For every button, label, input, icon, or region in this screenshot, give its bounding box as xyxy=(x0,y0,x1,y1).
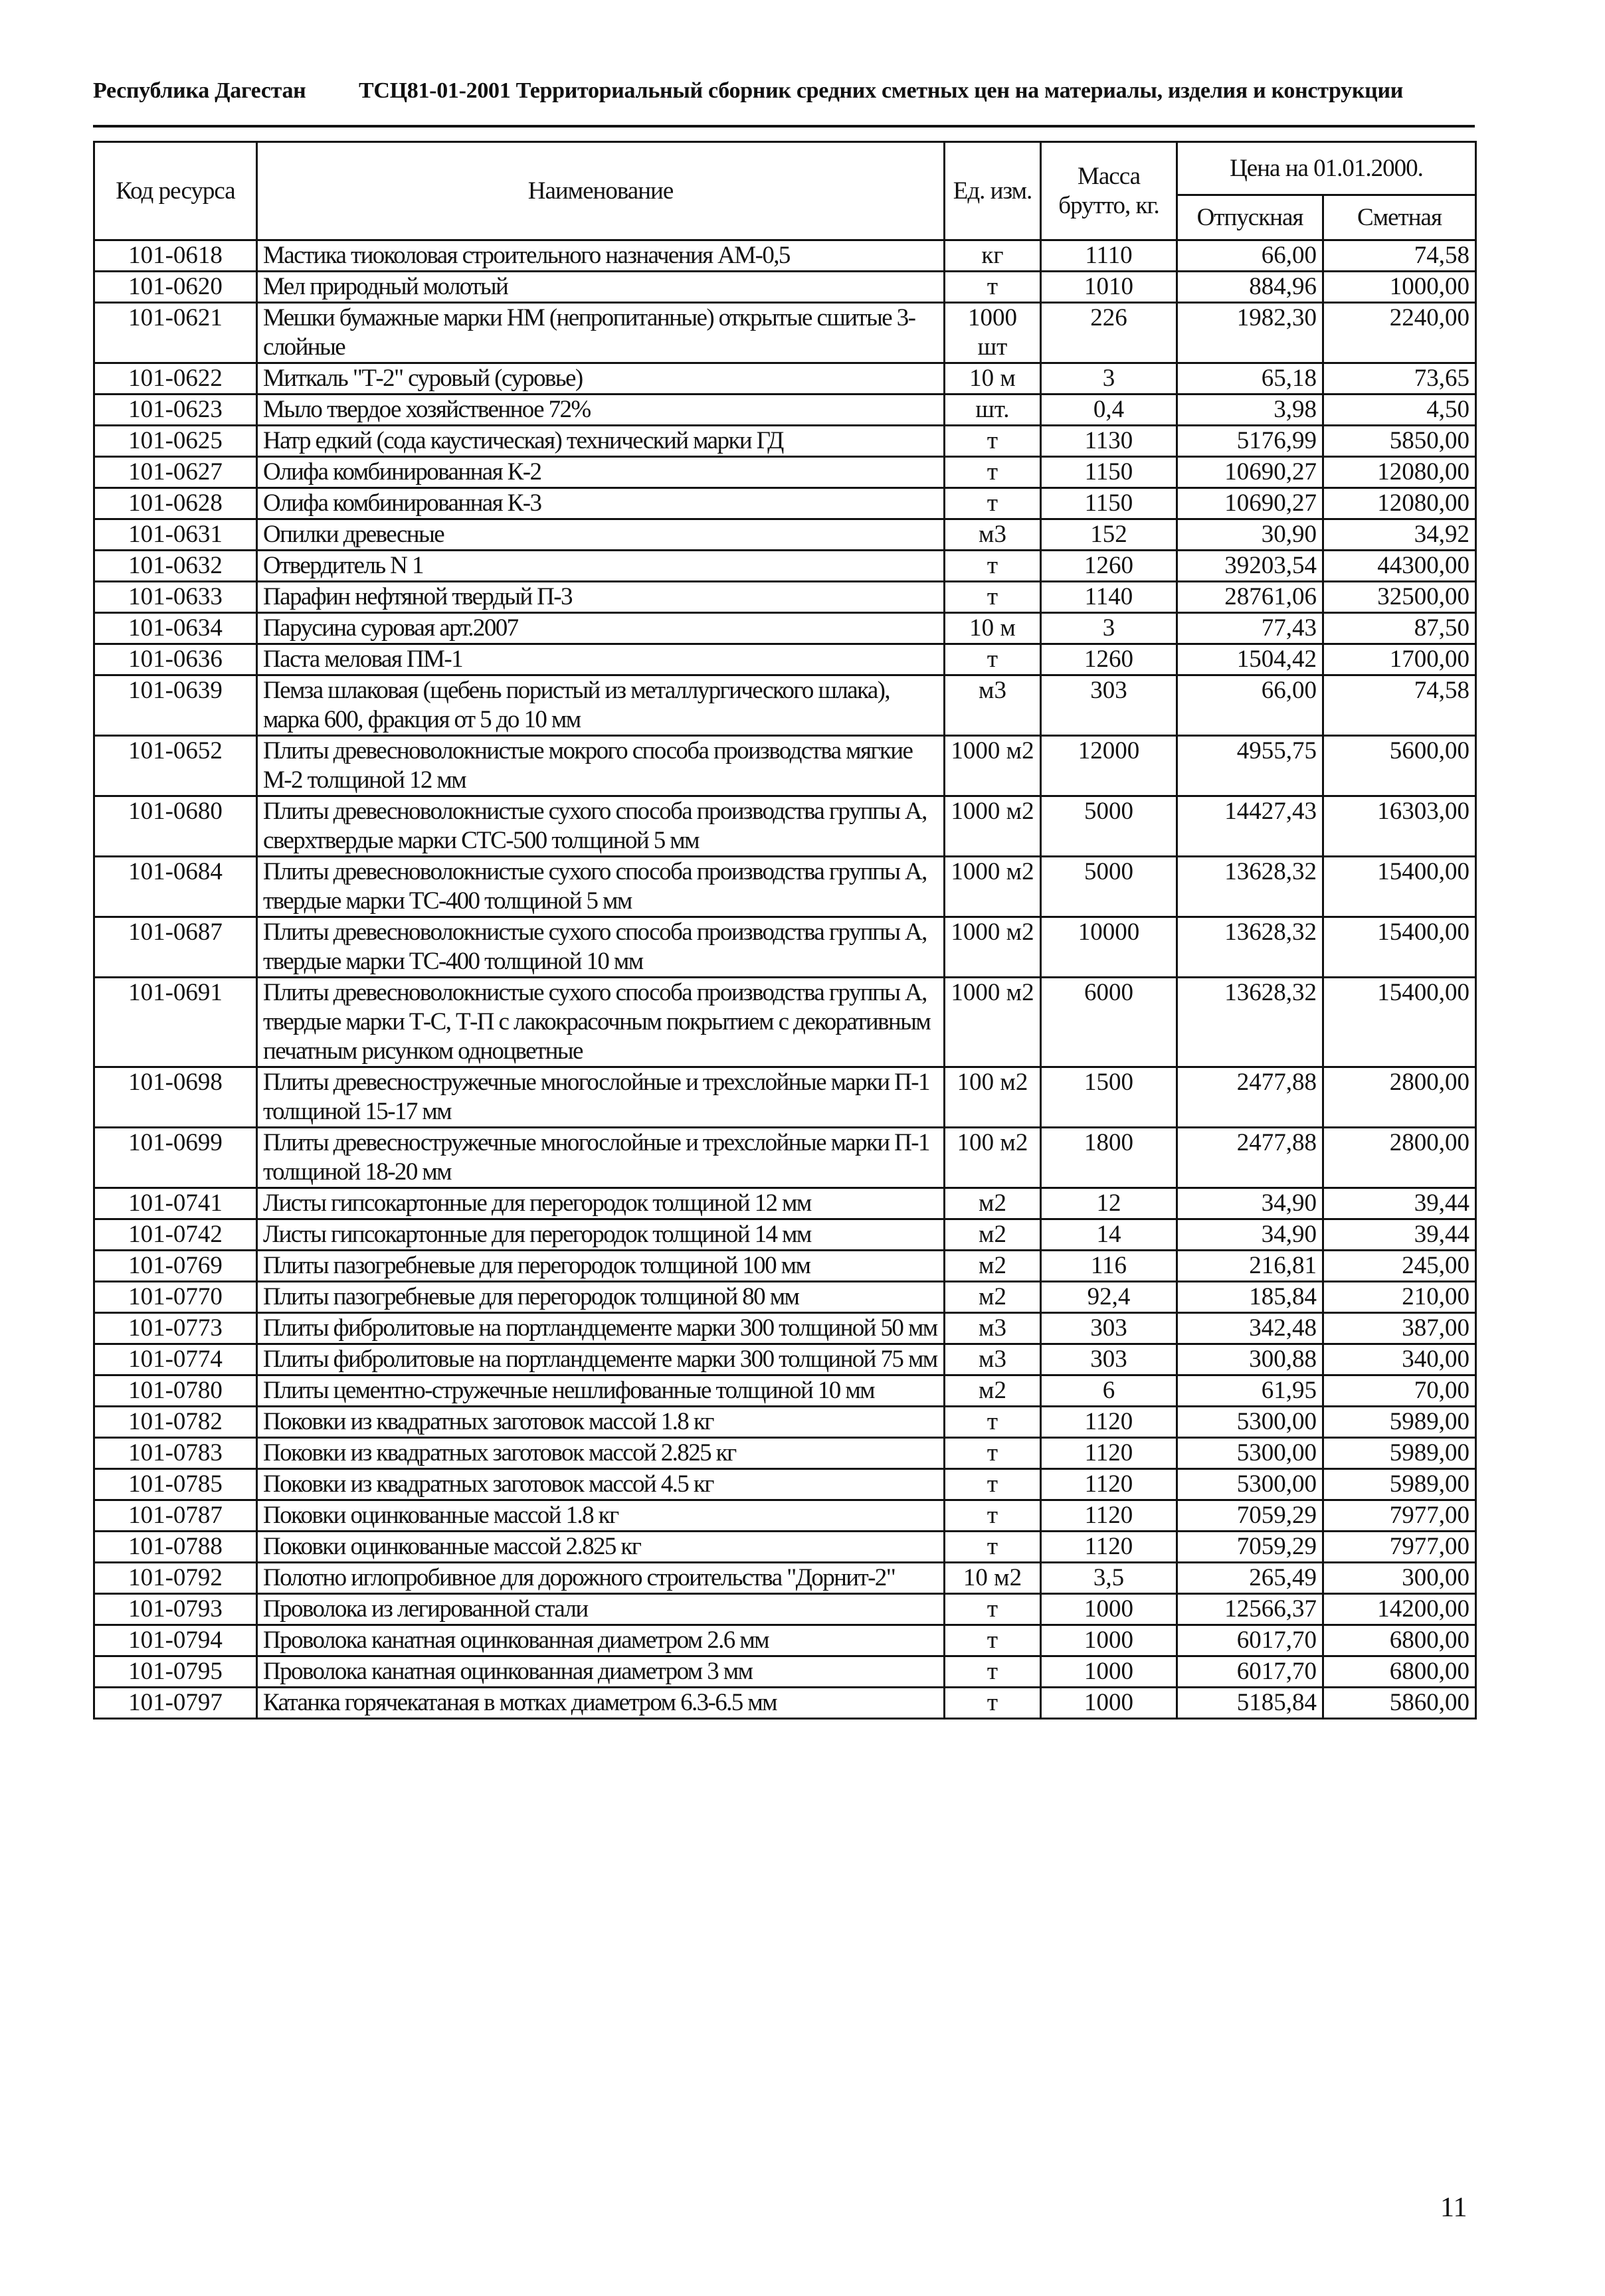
table-row xyxy=(94,363,1476,395)
release-price-cell: 39203,54 xyxy=(1177,551,1323,582)
unit-cell: 1000 м2 xyxy=(945,857,1041,917)
unit-cell: 1000 м2 xyxy=(945,917,1041,978)
table-row xyxy=(94,1067,1476,1128)
release-price-cell: 10690,27 xyxy=(1177,457,1323,488)
table-row xyxy=(94,395,1476,426)
gross-mass-cell: 12000 xyxy=(1041,736,1177,796)
release-price-cell: 6017,70 xyxy=(1177,1625,1323,1656)
table-row xyxy=(94,978,1476,1067)
release-price-cell: 14427,43 xyxy=(1177,796,1323,857)
estimate-price-cell: 32500,00 xyxy=(1323,582,1476,613)
release-price-cell: 34,90 xyxy=(1177,1219,1323,1251)
gross-mass-cell: 1260 xyxy=(1041,644,1177,675)
unit-cell: т xyxy=(945,272,1041,303)
estimate-price-cell: 39,44 xyxy=(1323,1188,1476,1219)
resource-code-cell: 101-0691 xyxy=(94,978,257,1067)
estimate-price-cell: 1000,00 xyxy=(1323,272,1476,303)
gross-mass-cell: 1120 xyxy=(1041,1532,1177,1563)
table-row xyxy=(94,1313,1476,1344)
item-name-cell: Мастика тиоколовая строительного назначения АМ-0,5 xyxy=(257,240,945,272)
item-name-cell: Листы гипсокартонные для перегородок толщиной 12 мм xyxy=(257,1188,945,1219)
unit-cell: 10 м xyxy=(945,363,1041,395)
table-row xyxy=(94,917,1476,978)
release-price-cell: 1504,42 xyxy=(1177,644,1323,675)
unit-cell: т xyxy=(945,1532,1041,1563)
table-row xyxy=(94,736,1476,796)
resource-code-cell: 101-0742 xyxy=(94,1219,257,1251)
unit-cell: шт. xyxy=(945,395,1041,426)
resource-code-cell: 101-0773 xyxy=(94,1313,257,1344)
release-price-cell: 13628,32 xyxy=(1177,978,1323,1067)
table-row xyxy=(94,1344,1476,1375)
item-name-cell: Олифа комбинированная К-3 xyxy=(257,488,945,519)
gross-mass-cell: 1000 xyxy=(1041,1656,1177,1688)
header-rule xyxy=(93,125,1475,128)
item-name-cell: Плиты древесноволокнистые сухого способа производства группы А, сверхтвердые марки СТС-500 толщиной 5 мм xyxy=(257,796,945,857)
unit-cell: 100 м2 xyxy=(945,1067,1041,1128)
resource-code-cell: 101-0741 xyxy=(94,1188,257,1219)
unit-cell: т xyxy=(945,1469,1041,1500)
resource-code-cell: 101-0618 xyxy=(94,240,257,272)
estimate-price-cell: 12080,00 xyxy=(1323,488,1476,519)
release-price-cell: 2477,88 xyxy=(1177,1128,1323,1188)
table-row xyxy=(94,857,1476,917)
item-name-cell: Плиты древесноволокнистые сухого способа производства группы А, твердые марки ТС-400 толщиной 5 мм xyxy=(257,857,945,917)
item-name-cell: Проволока канатная оцинкованная диаметром 2.6 мм xyxy=(257,1625,945,1656)
resource-code-cell: 101-0631 xyxy=(94,519,257,551)
table-row xyxy=(94,675,1476,736)
item-name-cell: Отвердитель N 1 xyxy=(257,551,945,582)
gross-mass-cell: 1120 xyxy=(1041,1469,1177,1500)
table-row xyxy=(94,1688,1476,1719)
table-row xyxy=(94,1407,1476,1438)
resource-code-cell: 101-0787 xyxy=(94,1500,257,1532)
estimate-price-cell: 44300,00 xyxy=(1323,551,1476,582)
resource-code-cell: 101-0699 xyxy=(94,1128,257,1188)
unit-cell: 1000 м2 xyxy=(945,978,1041,1067)
item-name-cell: Листы гипсокартонные для перегородок толщиной 14 мм xyxy=(257,1219,945,1251)
unit-cell: м3 xyxy=(945,675,1041,736)
resource-code-cell: 101-0620 xyxy=(94,272,257,303)
release-price-cell: 5300,00 xyxy=(1177,1407,1323,1438)
resource-code-cell: 101-0698 xyxy=(94,1067,257,1128)
release-price-cell: 265,49 xyxy=(1177,1563,1323,1594)
item-name-cell: Плиты цементно-стружечные нешлифованные толщиной 10 мм xyxy=(257,1375,945,1407)
header-code: Код ресурса xyxy=(94,142,257,240)
unit-cell: т xyxy=(945,457,1041,488)
estimate-price-cell: 14200,00 xyxy=(1323,1594,1476,1625)
item-name-cell: Плиты фибролитовые на портландцементе марки 300 толщиной 50 мм xyxy=(257,1313,945,1344)
release-price-cell: 65,18 xyxy=(1177,363,1323,395)
estimate-price-cell: 1700,00 xyxy=(1323,644,1476,675)
release-price-cell: 6017,70 xyxy=(1177,1656,1323,1688)
resource-code-cell: 101-0770 xyxy=(94,1282,257,1313)
item-name-cell: Проволока из легированной стали xyxy=(257,1594,945,1625)
table-row xyxy=(94,551,1476,582)
release-price-cell: 342,48 xyxy=(1177,1313,1323,1344)
estimate-price-cell: 5850,00 xyxy=(1323,426,1476,457)
resource-code-cell: 101-0792 xyxy=(94,1563,257,1594)
resource-code-cell: 101-0684 xyxy=(94,857,257,917)
estimate-price-cell: 70,00 xyxy=(1323,1375,1476,1407)
unit-cell: м3 xyxy=(945,519,1041,551)
item-name-cell: Парафин нефтяной твердый П-3 xyxy=(257,582,945,613)
gross-mass-cell: 1140 xyxy=(1041,582,1177,613)
table-row xyxy=(94,1625,1476,1656)
gross-mass-cell: 10000 xyxy=(1041,917,1177,978)
table-row xyxy=(94,426,1476,457)
release-price-cell: 34,90 xyxy=(1177,1188,1323,1219)
table-row xyxy=(94,1219,1476,1251)
estimate-price-cell: 73,65 xyxy=(1323,363,1476,395)
table-row xyxy=(94,1282,1476,1313)
table-row xyxy=(94,1438,1476,1469)
gross-mass-cell: 1260 xyxy=(1041,551,1177,582)
unit-cell: т xyxy=(945,1438,1041,1469)
item-name-cell: Натр едкий (сода каустическая) технический марки ГД xyxy=(257,426,945,457)
item-name-cell: Поковки оцинкованные массой 1.8 кг xyxy=(257,1500,945,1532)
resource-code-cell: 101-0625 xyxy=(94,426,257,457)
unit-cell: т xyxy=(945,551,1041,582)
release-price-cell: 300,88 xyxy=(1177,1344,1323,1375)
item-name-cell: Поковки из квадратных заготовок массой 2.825 кг xyxy=(257,1438,945,1469)
unit-cell: м2 xyxy=(945,1188,1041,1219)
unit-cell: кг xyxy=(945,240,1041,272)
gross-mass-cell: 14 xyxy=(1041,1219,1177,1251)
release-price-cell: 77,43 xyxy=(1177,613,1323,644)
header-title: ТСЦ81-01-2001 Территориальный сборник средних сметных цен на материалы, изделия и конструкции xyxy=(359,78,1404,103)
gross-mass-cell: 5000 xyxy=(1041,796,1177,857)
release-price-cell: 5300,00 xyxy=(1177,1438,1323,1469)
release-price-cell: 28761,06 xyxy=(1177,582,1323,613)
page-number: 11 xyxy=(1440,2192,1467,2223)
gross-mass-cell: 1150 xyxy=(1041,488,1177,519)
resource-code-cell: 101-0785 xyxy=(94,1469,257,1500)
table-row xyxy=(94,1375,1476,1407)
item-name-cell: Плиты древесноволокнистые сухого способа производства группы А, твердые марки Т-С, Т-П с лакокрасочным покрытием с декоративным печатным рисунком одноцветные xyxy=(257,978,945,1067)
resource-code-cell: 101-0794 xyxy=(94,1625,257,1656)
gross-mass-cell: 303 xyxy=(1041,1313,1177,1344)
resource-code-cell: 101-0621 xyxy=(94,303,257,363)
resource-code-cell: 101-0793 xyxy=(94,1594,257,1625)
gross-mass-cell: 303 xyxy=(1041,675,1177,736)
estimate-price-cell: 74,58 xyxy=(1323,240,1476,272)
estimate-price-cell: 16303,00 xyxy=(1323,796,1476,857)
gross-mass-cell: 1120 xyxy=(1041,1407,1177,1438)
release-price-cell: 61,95 xyxy=(1177,1375,1323,1407)
estimate-price-cell: 2240,00 xyxy=(1323,303,1476,363)
item-name-cell: Поковки из квадратных заготовок массой 4.5 кг xyxy=(257,1469,945,1500)
unit-cell: 1000 м2 xyxy=(945,796,1041,857)
item-name-cell: Паста меловая ПМ-1 xyxy=(257,644,945,675)
table-row xyxy=(94,303,1476,363)
resource-code-cell: 101-0633 xyxy=(94,582,257,613)
estimate-price-cell: 387,00 xyxy=(1323,1313,1476,1344)
table-row xyxy=(94,488,1476,519)
resource-code-cell: 101-0788 xyxy=(94,1532,257,1563)
unit-cell: м2 xyxy=(945,1251,1041,1282)
gross-mass-cell: 1150 xyxy=(1041,457,1177,488)
release-price-cell: 216,81 xyxy=(1177,1251,1323,1282)
table-row xyxy=(94,272,1476,303)
release-price-cell: 884,96 xyxy=(1177,272,1323,303)
resource-code-cell: 101-0632 xyxy=(94,551,257,582)
release-price-cell: 66,00 xyxy=(1177,240,1323,272)
header-mass: Масса брутто, кг. xyxy=(1041,142,1177,240)
estimate-price-cell: 5860,00 xyxy=(1323,1688,1476,1719)
gross-mass-cell: 116 xyxy=(1041,1251,1177,1282)
estimate-price-cell: 39,44 xyxy=(1323,1219,1476,1251)
header-release-price: Отпускная xyxy=(1177,195,1323,240)
release-price-cell: 7059,29 xyxy=(1177,1500,1323,1532)
release-price-cell: 3,98 xyxy=(1177,395,1323,426)
estimate-price-cell: 74,58 xyxy=(1323,675,1476,736)
resource-code-cell: 101-0627 xyxy=(94,457,257,488)
unit-cell: м2 xyxy=(945,1282,1041,1313)
gross-mass-cell: 226 xyxy=(1041,303,1177,363)
release-price-cell: 4955,75 xyxy=(1177,736,1323,796)
gross-mass-cell: 6 xyxy=(1041,1375,1177,1407)
resource-code-cell: 101-0774 xyxy=(94,1344,257,1375)
unit-cell: м2 xyxy=(945,1375,1041,1407)
release-price-cell: 5300,00 xyxy=(1177,1469,1323,1500)
resource-code-cell: 101-0634 xyxy=(94,613,257,644)
item-name-cell: Плиты древесноволокнистые мокрого способа производства мягкие М-2 толщиной 12 мм xyxy=(257,736,945,796)
unit-cell: 1000 шт xyxy=(945,303,1041,363)
gross-mass-cell: 1000 xyxy=(1041,1625,1177,1656)
release-price-cell: 13628,32 xyxy=(1177,857,1323,917)
unit-cell: т xyxy=(945,1594,1041,1625)
unit-cell: 10 м2 xyxy=(945,1563,1041,1594)
page-header xyxy=(93,78,1475,104)
gross-mass-cell: 1000 xyxy=(1041,1688,1177,1719)
resource-code-cell: 101-0639 xyxy=(94,675,257,736)
item-name-cell: Мешки бумажные марки НМ (непропитанные) открытые сшитые 3-слойные xyxy=(257,303,945,363)
resource-code-cell: 101-0769 xyxy=(94,1251,257,1282)
item-name-cell: Проволока канатная оцинкованная диаметром 3 мм xyxy=(257,1656,945,1688)
unit-cell: м3 xyxy=(945,1344,1041,1375)
resource-code-cell: 101-0622 xyxy=(94,363,257,395)
resource-code-cell: 101-0628 xyxy=(94,488,257,519)
table-row xyxy=(94,1251,1476,1282)
header-unit: Ед. изм. xyxy=(945,142,1041,240)
table-row xyxy=(94,457,1476,488)
header-region: Республика Дагестан xyxy=(93,78,306,103)
estimate-price-cell: 210,00 xyxy=(1323,1282,1476,1313)
gross-mass-cell: 303 xyxy=(1041,1344,1177,1375)
estimate-price-cell: 5989,00 xyxy=(1323,1469,1476,1500)
estimate-price-cell: 34,92 xyxy=(1323,519,1476,551)
item-name-cell: Мыло твердое хозяйственное 72% xyxy=(257,395,945,426)
release-price-cell: 185,84 xyxy=(1177,1282,1323,1313)
gross-mass-cell: 0,4 xyxy=(1041,395,1177,426)
estimate-price-cell: 300,00 xyxy=(1323,1563,1476,1594)
gross-mass-cell: 3,5 xyxy=(1041,1563,1177,1594)
unit-cell: м3 xyxy=(945,1313,1041,1344)
gross-mass-cell: 1120 xyxy=(1041,1438,1177,1469)
unit-cell: т xyxy=(945,1625,1041,1656)
item-name-cell: Полотно иглопробивное для дорожного строительства "Дорнит-2" xyxy=(257,1563,945,1594)
table-row xyxy=(94,582,1476,613)
table-row xyxy=(94,613,1476,644)
table-row xyxy=(94,1656,1476,1688)
release-price-cell: 10690,27 xyxy=(1177,488,1323,519)
gross-mass-cell: 3 xyxy=(1041,363,1177,395)
gross-mass-cell: 3 xyxy=(1041,613,1177,644)
gross-mass-cell: 1010 xyxy=(1041,272,1177,303)
table-row xyxy=(94,1500,1476,1532)
unit-cell: м2 xyxy=(945,1219,1041,1251)
resource-code-cell: 101-0687 xyxy=(94,917,257,978)
header-name: Наименование xyxy=(257,142,945,240)
resource-code-cell: 101-0780 xyxy=(94,1375,257,1407)
item-name-cell: Опилки древесные xyxy=(257,519,945,551)
estimate-price-cell: 15400,00 xyxy=(1323,857,1476,917)
release-price-cell: 2477,88 xyxy=(1177,1067,1323,1128)
unit-cell: т xyxy=(945,426,1041,457)
price-table xyxy=(93,141,1477,1720)
estimate-price-cell: 6800,00 xyxy=(1323,1656,1476,1688)
table-row xyxy=(94,1188,1476,1219)
header-estimate-price: Сметная xyxy=(1323,195,1476,240)
estimate-price-cell: 5989,00 xyxy=(1323,1438,1476,1469)
item-name-cell: Катанка горячекатаная в мотках диаметром 6.3-6.5 мм xyxy=(257,1688,945,1719)
unit-cell: т xyxy=(945,644,1041,675)
item-name-cell: Пемза шлаковая (щебень пористый из металлургического шлака), марка 600, фракция от 5 до 10 мм xyxy=(257,675,945,736)
resource-code-cell: 101-0797 xyxy=(94,1688,257,1719)
estimate-price-cell: 7977,00 xyxy=(1323,1500,1476,1532)
gross-mass-cell: 152 xyxy=(1041,519,1177,551)
resource-code-cell: 101-0652 xyxy=(94,736,257,796)
table-row xyxy=(94,1469,1476,1500)
resource-code-cell: 101-0636 xyxy=(94,644,257,675)
resource-code-cell: 101-0795 xyxy=(94,1656,257,1688)
unit-cell: 100 м2 xyxy=(945,1128,1041,1188)
gross-mass-cell: 1800 xyxy=(1041,1128,1177,1188)
gross-mass-cell: 1130 xyxy=(1041,426,1177,457)
table-row xyxy=(94,1128,1476,1188)
release-price-cell: 30,90 xyxy=(1177,519,1323,551)
item-name-cell: Плиты древесностружечные многослойные и трехслойные марки П-1 толщиной 18-20 мм xyxy=(257,1128,945,1188)
table-body xyxy=(94,240,1476,1719)
item-name-cell: Плиты пазогребневые для перегородок толщиной 100 мм xyxy=(257,1251,945,1282)
release-price-cell: 1982,30 xyxy=(1177,303,1323,363)
item-name-cell: Плиты фибролитовые на портландцементе марки 300 толщиной 75 мм xyxy=(257,1344,945,1375)
gross-mass-cell: 1500 xyxy=(1041,1067,1177,1128)
item-name-cell: Плиты древесностружечные многослойные и трехслойные марки П-1 толщиной 15-17 мм xyxy=(257,1067,945,1128)
resource-code-cell: 101-0680 xyxy=(94,796,257,857)
gross-mass-cell: 92,4 xyxy=(1041,1282,1177,1313)
estimate-price-cell: 7977,00 xyxy=(1323,1532,1476,1563)
unit-cell: т xyxy=(945,488,1041,519)
unit-cell: т xyxy=(945,1407,1041,1438)
unit-cell: т xyxy=(945,1688,1041,1719)
item-name-cell: Парусина суровая арт.2007 xyxy=(257,613,945,644)
unit-cell: т xyxy=(945,582,1041,613)
estimate-price-cell: 245,00 xyxy=(1323,1251,1476,1282)
gross-mass-cell: 1110 xyxy=(1041,240,1177,272)
estimate-price-cell: 6800,00 xyxy=(1323,1625,1476,1656)
table-row xyxy=(94,1532,1476,1563)
estimate-price-cell: 12080,00 xyxy=(1323,457,1476,488)
resource-code-cell: 101-0783 xyxy=(94,1438,257,1469)
estimate-price-cell: 2800,00 xyxy=(1323,1128,1476,1188)
release-price-cell: 13628,32 xyxy=(1177,917,1323,978)
unit-cell: 10 м xyxy=(945,613,1041,644)
item-name-cell: Плиты пазогребневые для перегородок толщиной 80 мм xyxy=(257,1282,945,1313)
estimate-price-cell: 2800,00 xyxy=(1323,1067,1476,1128)
table-row xyxy=(94,1594,1476,1625)
item-name-cell: Поковки оцинкованные массой 2.825 кг xyxy=(257,1532,945,1563)
item-name-cell: Плиты древесноволокнистые сухого способа производства группы А, твердые марки ТС-400 толщиной 10 мм xyxy=(257,917,945,978)
item-name-cell: Мел природный молотый xyxy=(257,272,945,303)
table-row xyxy=(94,519,1476,551)
unit-cell: т xyxy=(945,1656,1041,1688)
release-price-cell: 12566,37 xyxy=(1177,1594,1323,1625)
resource-code-cell: 101-0782 xyxy=(94,1407,257,1438)
estimate-price-cell: 5600,00 xyxy=(1323,736,1476,796)
header-price-group: Цена на 01.01.2000. xyxy=(1177,142,1476,195)
resource-code-cell: 101-0623 xyxy=(94,395,257,426)
gross-mass-cell: 1120 xyxy=(1041,1500,1177,1532)
release-price-cell: 66,00 xyxy=(1177,675,1323,736)
table-row xyxy=(94,796,1476,857)
estimate-price-cell: 15400,00 xyxy=(1323,917,1476,978)
estimate-price-cell: 340,00 xyxy=(1323,1344,1476,1375)
gross-mass-cell: 6000 xyxy=(1041,978,1177,1067)
release-price-cell: 7059,29 xyxy=(1177,1532,1323,1563)
gross-mass-cell: 5000 xyxy=(1041,857,1177,917)
table-row xyxy=(94,644,1476,675)
item-name-cell: Олифа комбинированная К-2 xyxy=(257,457,945,488)
estimate-price-cell: 87,50 xyxy=(1323,613,1476,644)
item-name-cell: Миткаль "Т-2" суровый (суровье) xyxy=(257,363,945,395)
table-row xyxy=(94,240,1476,272)
estimate-price-cell: 5989,00 xyxy=(1323,1407,1476,1438)
item-name-cell: Поковки из квадратных заготовок массой 1.8 кг xyxy=(257,1407,945,1438)
estimate-price-cell: 15400,00 xyxy=(1323,978,1476,1067)
unit-cell: т xyxy=(945,1500,1041,1532)
unit-cell: 1000 м2 xyxy=(945,736,1041,796)
release-price-cell: 5176,99 xyxy=(1177,426,1323,457)
table-row xyxy=(94,1563,1476,1594)
gross-mass-cell: 12 xyxy=(1041,1188,1177,1219)
release-price-cell: 5185,84 xyxy=(1177,1688,1323,1719)
gross-mass-cell: 1000 xyxy=(1041,1594,1177,1625)
estimate-price-cell: 4,50 xyxy=(1323,395,1476,426)
